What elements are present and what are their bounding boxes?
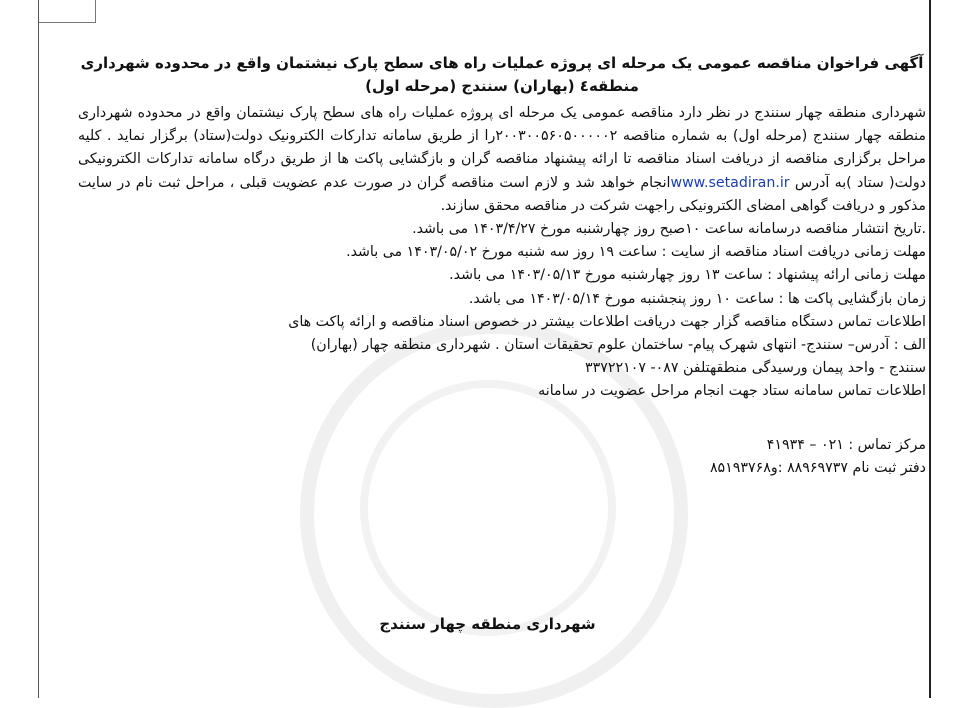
notice-title: آگهی فراخوان مناقصه عمومی یک مرحله ای پروژه عملیات راه های سطح پارک نیشتمان واقع در محدوده شهرداری منطقه٤ (بهاران) سنندج (مرحله اول) <box>80 54 924 95</box>
frame-right-border <box>929 0 931 698</box>
signature-municipality: شهرداری منطقه چهار سنندج <box>379 615 596 633</box>
notice-document <box>78 52 926 480</box>
call-center-line: مرکز تماس : ۰۲۱ – ۴۱۹۳۴ <box>766 436 926 453</box>
address-line-1: الف : آدرس– سنندج- انتهای شهرک پیام- ساختمان علوم تحقیقات استان . شهرداری منطقه چهار (بهاران) <box>310 337 926 354</box>
address-line-2: سنندج - واحد پیمان ورسیدگی منطقهتلفن ۰۸۷- ۳۳۷۲۲۱۰۷ <box>585 360 926 377</box>
frame-corner <box>39 0 96 23</box>
bid-deadline-line: مهلت زمانی ارائه پیشنهاد : ساعت ۱۳ روز چهارشنبه مورخ ۱۴۰۳/۰۵/۱۳ می باشد. <box>449 267 926 284</box>
registry-office-line: دفتر ثبت نام ۸۸۹۶۹۷۳۷ :و۸۵۱۹۳۷۶۸ <box>709 459 926 476</box>
intro-text-after-url: انجام خواهد شد و لازم است مناقصه گران در صورت عدم عضویت قبلی ، مراحل ثبت نام در سایت مذکور و دریافت گواهی امضای الکترونیکی راجهت شرکت در مناقصه محقق سازند. <box>78 174 926 214</box>
publish-date-line: .تاریخ انتشار مناقصه درسامانه ساعت ۱۰صبح روز چهارشنبه مورخ ۱۴۰۳/۴/۲۷ می باشد. <box>412 221 926 238</box>
frame-left-border <box>38 0 39 698</box>
notice-intro-paragraph <box>78 102 926 218</box>
setad-url-link[interactable]: www.setadiran.ir <box>670 174 790 191</box>
contact-intro-line: اطلاعات تماس دستگاه مناقصه گزار جهت دریافت اطلاعات بیشتر در خصوص اسناد مناقصه و ارائه پاکت های <box>288 313 926 330</box>
setad-contact-line: اطلاعات تماس سامانه ستاد جهت انجام مراحل عضویت در سامانه <box>538 383 926 400</box>
opening-time-line: زمان بازگشایی پاکت ها : ساعت ۱۰ روز پنجشنبه مورخ ۱۴۰۳/۰۵/۱۴ می باشد. <box>468 290 926 307</box>
document-deadline-line: مهلت زمانی دریافت اسناد مناقصه از سایت : ساعت ۱۹ روز سه شنبه مورخ ۱۴۰۳/۰۵/۰۲ می باشد. <box>346 244 926 261</box>
intro-text-before-url: شهرداری منطقه چهار سنندج در نظر دارد مناقصه عمومی یک مرحله ای پروژه عملیات راه های سطح پارک نیشتمان واقع در محدوده شهرداری منطقه چهار سنندج (مرحله اول) به شماره مناقصه ۲۰۰۳۰۰۵۶۰۵۰۰۰۰۰۲را از طریق سامانه تدارکات الکترونیک دولت(ستاد) برگزار نماید . کلیه مراحل برگزاری مناقصه از دریافت اسناد مناقصه تا ارائه پیشنهاد مناقصه گران و بازگشایی پاکت ها از طریق درگاه سامانه تدارکات الکترونیکی دولت( ستاد )به آدرس <box>78 105 926 191</box>
